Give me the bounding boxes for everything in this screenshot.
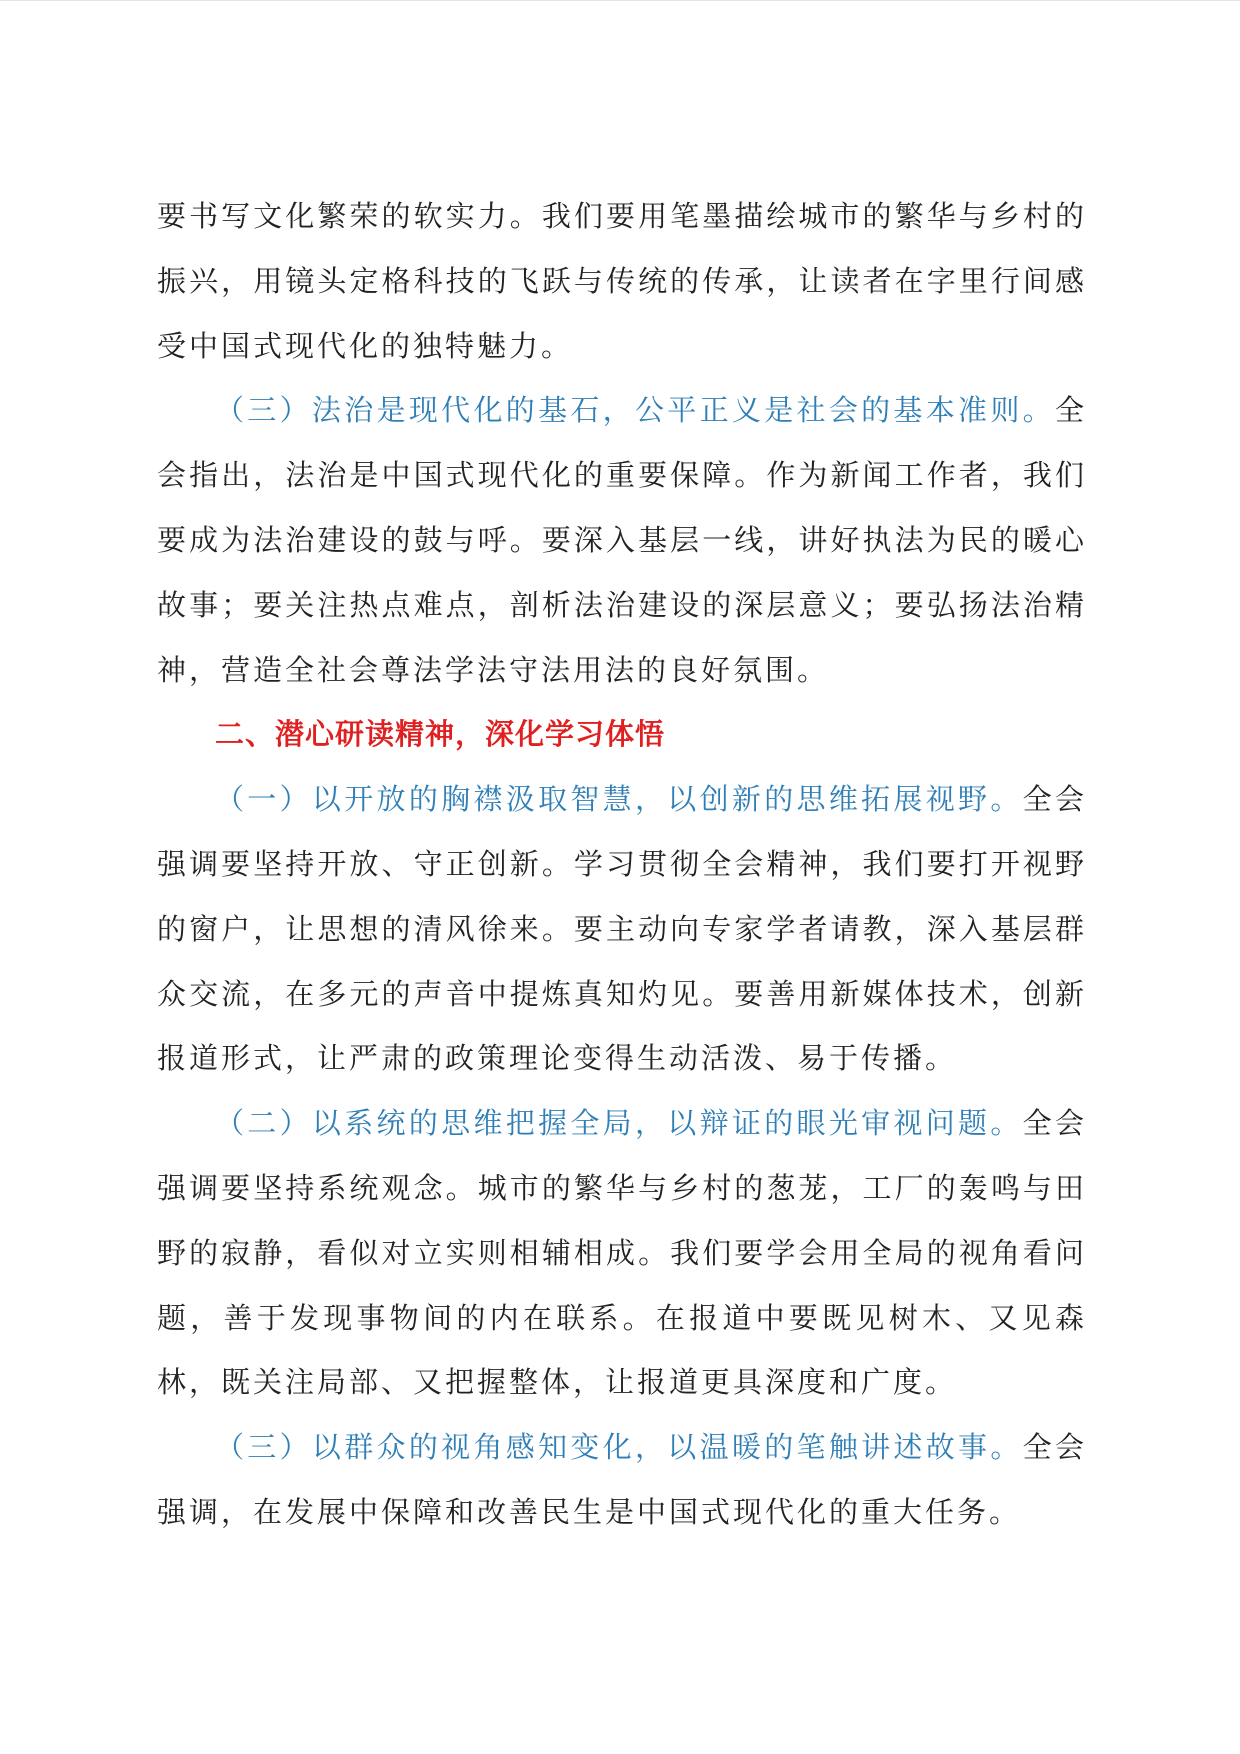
- paragraph-text: 全会强调，在发展中保障和改善民生是中国式现代化的重大任务。: [157, 1430, 1087, 1529]
- paragraph-text: 全会指出，法治是中国式现代化的重要保障。作为新闻工作者，我们要成为法治建设的鼓与呼。要深入基层一线，讲好执法为民的暖心故事；要关注热点难点，剖析法治建设的深层意义；要弘扬法治精神，营造全社会尊法学法守法用法的良好氛围。: [157, 393, 1087, 687]
- document-body: [157, 184, 1087, 1545]
- paragraph-lead: （三）以群众的视角感知变化，以温暖的笔触讲述故事。: [215, 1430, 1023, 1465]
- paragraph-rule-of-law: [157, 378, 1087, 702]
- paragraph-text: 全会强调要坚持开放、守正创新。学习贯彻全会精神，我们要打开视野的窗户，让思想的清风徐来。要主动向专家学者请教，深入基层群众交流，在多元的声音中提炼真知灼见。要善用新媒体技术，创新报道形式，让严肃的政策理论变得生动活泼、易于传播。: [157, 782, 1087, 1076]
- paragraph-openness: [157, 767, 1087, 1091]
- paragraph-people-perspective: [157, 1415, 1087, 1545]
- paragraph-text: 全会强调要坚持系统观念。城市的繁华与乡村的葱茏，工厂的轰鸣与田野的寂静，看似对立实则相辅相成。我们要学会用全局的视角看问题，善于发现事物间的内在联系。在报道中要既见树木、又见森林，既关注局部、又把握整体，让报道更具深度和广度。: [157, 1106, 1087, 1400]
- paragraph-lead: （一）以开放的胸襟汲取智慧，以创新的思维拓展视野。: [215, 782, 1023, 817]
- paragraph-lead: （二）以系统的思维把握全局，以辩证的眼光审视问题。: [215, 1106, 1023, 1141]
- section-heading: 二、潜心研读精神，深化学习体悟: [215, 717, 666, 752]
- paragraph-lead: （三）法治是现代化的基石，公平正义是社会的基本准则。: [215, 393, 1055, 428]
- paragraph-text: 要书写文化繁荣的软实力。我们要用笔墨描绘城市的繁华与乡村的振兴，用镜头定格科技的飞跃与传统的传承，让读者在字里行间感受中国式现代化的独特魅力。: [157, 199, 1087, 363]
- paragraph-systems-thinking: [157, 1091, 1087, 1415]
- paragraph-continuation: [157, 184, 1087, 378]
